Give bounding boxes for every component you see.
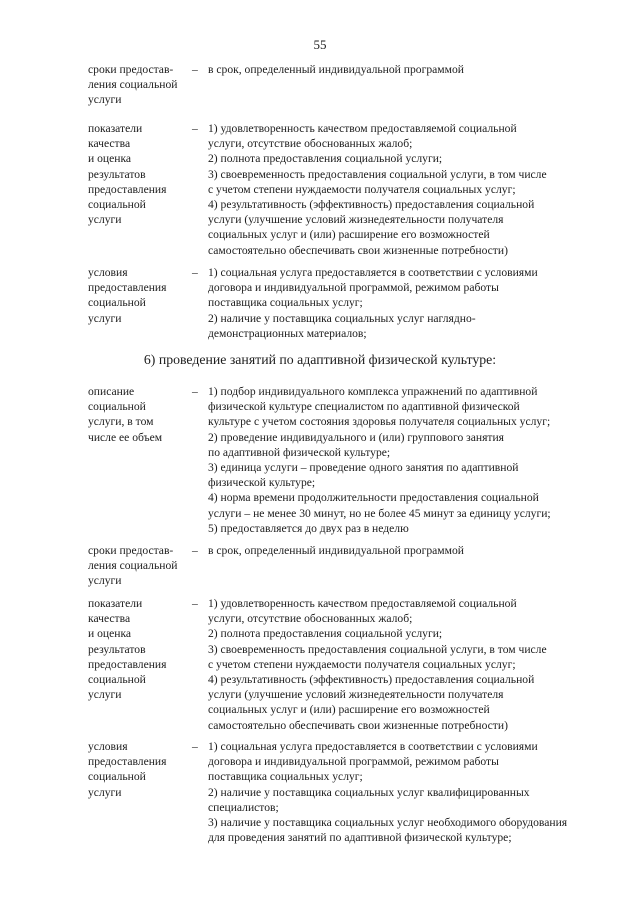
entry-description (208, 739, 567, 845)
term-line: предоставления (88, 281, 167, 295)
desc-line: социальных услуг и (или) расширение его возможностей (208, 228, 490, 242)
desc-line: 4) результативность (эффективность) предоставления социальной (208, 673, 535, 687)
term-line: социальной (88, 770, 146, 784)
desc-line: услуги (улучшение условий жизнедеятельности получателя (208, 213, 504, 227)
desc-line: самостоятельно обеспечивать свои жизненные потребности) (208, 718, 508, 732)
desc-line: 1) социальная услуга предоставляется в соответствии с условиями (208, 740, 538, 753)
desc-line: 2) наличие у поставщика социальных услуг наглядно- (208, 311, 476, 325)
desc-line: 3) своевременность предоставления социальной услуги, в том числе (208, 642, 547, 656)
entry-term (88, 596, 184, 702)
desc-line: физической культуре; (208, 476, 316, 490)
desc-line: в срок, определенный индивидуальной программой (208, 63, 464, 76)
desc-line: демонстрационных материалов; (208, 326, 367, 340)
term-line: качества (88, 612, 131, 626)
term-line: социальной (88, 400, 146, 414)
term-line: услуги (88, 213, 122, 227)
term-line: услуги, в том (88, 415, 154, 429)
desc-line: 5) предоставляется до двух раз в неделю (208, 521, 409, 535)
term-line: услуги (88, 93, 122, 107)
desc-line: 2) проведение индивидуального и (или) группового занятия (208, 430, 505, 444)
entry-description (208, 62, 464, 77)
dash-separator: – (192, 63, 198, 76)
term-line: и оценка (88, 627, 132, 641)
desc-line: 3) своевременность предоставления социальной услуги, в том числе (208, 167, 547, 181)
term-line: и оценка (88, 152, 132, 166)
dash-separator: – (192, 597, 198, 610)
entry-term (88, 739, 184, 800)
desc-line: социальных услуг и (или) расширение его возможностей (208, 703, 490, 717)
desc-line: 2) полнота предоставления социальной услуги; (208, 152, 443, 166)
desc-line: по адаптивной физической культуре; (208, 445, 391, 459)
entry-term (88, 62, 184, 108)
term-line: сроки предостав- (88, 63, 174, 76)
term-line: описание (88, 385, 135, 398)
term-line: услуги (88, 574, 122, 588)
dash-separator: – (192, 385, 198, 398)
desc-line: 2) наличие у поставщика социальных услуг квалифицированных (208, 785, 530, 799)
desc-line: в срок, определенный индивидуальной программой (208, 544, 464, 557)
term-line: качества (88, 137, 131, 151)
entry-term (88, 265, 184, 326)
page-number: 55 (313, 37, 327, 52)
term-line: ления социальной (88, 78, 178, 92)
term-line: социальной (88, 296, 146, 310)
desc-line: услуги, отсутствие обоснованных жалоб; (208, 612, 413, 626)
desc-line: поставщика социальных услуг; (208, 296, 363, 310)
desc-line: услуги (улучшение условий жизнедеятельности получателя (208, 688, 504, 702)
entry-description (208, 543, 464, 558)
dash-separator: – (192, 544, 198, 557)
desc-line: с учетом степени нуждаемости получателя социальных услуг; (208, 657, 516, 671)
term-line: результатов (88, 642, 146, 656)
entry-description (208, 384, 551, 536)
term-line: условия (88, 266, 128, 279)
desc-line: договора и индивидуальной программой, режимом работы (208, 755, 499, 769)
desc-line: договора и индивидуальной программой, режимом работы (208, 281, 499, 295)
term-line: социальной (88, 198, 146, 212)
term-line: ления социальной (88, 559, 178, 573)
term-line: показатели (88, 122, 143, 135)
entry-term (88, 384, 184, 445)
term-line: предоставления (88, 755, 167, 769)
desc-line: специалистов; (208, 800, 279, 814)
desc-line: 2) полнота предоставления социальной услуги; (208, 627, 443, 641)
desc-line: 4) норма времени продолжительности предоставления социальной (208, 491, 539, 505)
desc-line: 1) удовлетворенность качеством предоставляемой социальной (208, 597, 517, 610)
entry-description (208, 596, 547, 733)
term-line: результатов (88, 167, 146, 181)
desc-line: услуги – не менее 30 минут, но не более 45 минут за единицу услуги; (208, 506, 551, 520)
desc-line: 3) единица услуги – проведение одного занятия по адаптивной (208, 461, 519, 475)
desc-line: 1) социальная услуга предоставляется в соответствии с условиями (208, 266, 538, 279)
term-line: предоставления (88, 657, 167, 671)
term-line: показатели (88, 597, 143, 610)
desc-line: поставщика социальных услуг; (208, 770, 363, 784)
desc-line: культуре с учетом состояния здоровья получателя социальных услуг; (208, 415, 551, 429)
term-line: услуги (88, 688, 122, 702)
desc-line: 1) подбор индивидуального комплекса упражнений по адаптивной (208, 385, 538, 398)
entry-description (208, 265, 538, 341)
dash-separator: – (192, 266, 198, 279)
dash-separator: – (192, 122, 198, 135)
entry-description (208, 121, 547, 258)
term-line: предоставления (88, 182, 167, 196)
term-line: услуги (88, 785, 122, 799)
desc-line: 3) наличие у поставщика социальных услуг необходимого оборудования (208, 816, 568, 830)
desc-line: 1) удовлетворенность качеством предоставляемой социальной (208, 122, 517, 135)
term-line: числе ее объем (88, 430, 163, 444)
desc-line: 4) результативность (эффективность) предоставления социальной (208, 198, 535, 212)
desc-line: с учетом степени нуждаемости получателя социальных услуг; (208, 182, 516, 196)
entry-term (88, 543, 184, 589)
dash-separator: – (192, 740, 198, 753)
desc-line: самостоятельно обеспечивать свои жизненные потребности) (208, 243, 508, 257)
entry-term (88, 121, 184, 227)
desc-line: для проведения занятий по адаптивной физической культуре; (208, 831, 512, 845)
desc-line: физической культуре специалистом по адаптивной физической (208, 400, 520, 414)
section-heading: 6) проведение занятий по адаптивной физической культуре: (143, 352, 497, 367)
term-line: сроки предостав- (88, 544, 174, 557)
desc-line: услуги, отсутствие обоснованных жалоб; (208, 137, 413, 151)
term-line: условия (88, 740, 128, 753)
term-line: социальной (88, 673, 146, 687)
term-line: услуги (88, 311, 122, 325)
